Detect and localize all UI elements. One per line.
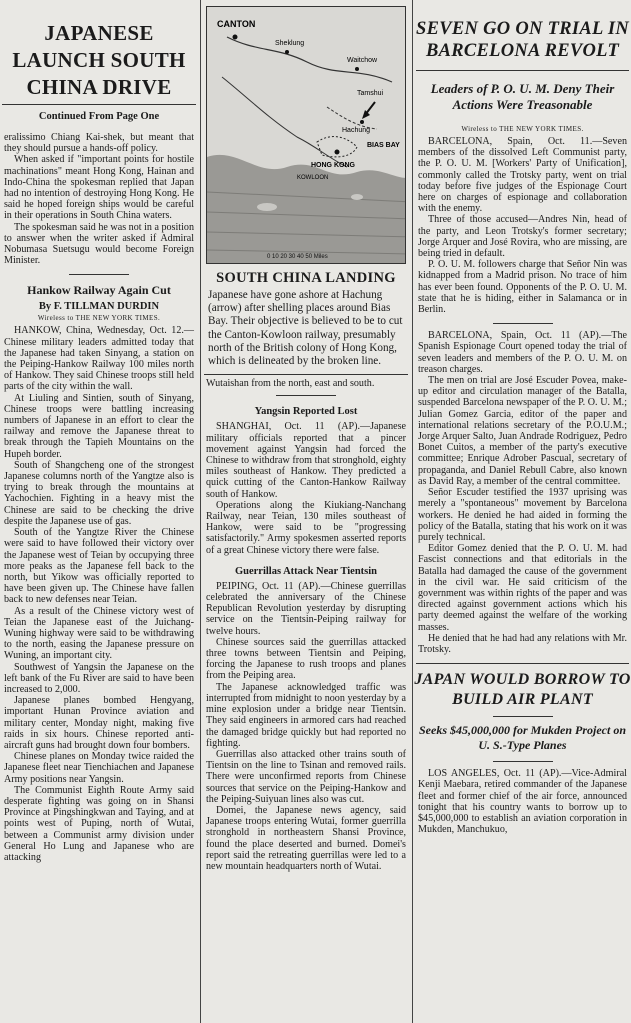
deck-pou-m: Leaders of P. O. U. M. Deny Their Actions Were Treasonable [430, 81, 615, 112]
barcelona-ap-story-body [418, 330, 627, 655]
paragraph: BARCELONA, Spain, Oct. 11.—Seven members of the dissolved Left Communist party, the P. O. U. M. [Workers' Party of Unification], commonly called the Trotsky party, went on trial today before five judges of the Espionage Court here on charges of espionage and collaboration with the enemy. [418, 136, 627, 215]
paragraph: The Communist Eighth Route Army said desperate fighting was going on in Shansi Province at Pingshingkwan and Taying, and at points west of Puping, north of Wutai, between a Communist army division under General Ho Lung and Japanese who are attacking [4, 784, 194, 863]
column-right [414, 0, 631, 1023]
divider [493, 323, 553, 324]
paragraph: Domei, the Japanese news agency, said Japanese troops entering Wutai, former guerrilla stronghold in northeastern Shansi Province, found the place deserted and burned. Domei's report said the retreating guerrillas were led to a new mountain headquarters north of Wutai. [206, 804, 406, 872]
headline-yangsin: Yangsin Reported Lost [254, 406, 358, 418]
lead-story-body [4, 132, 194, 266]
wire-credit: Wireless to THE NEW YORK TIMES. [461, 125, 584, 133]
paragraph: BARCELONA, Spain, Oct. 11 (AP).—The Spanish Espionage Court opened today the trial of seven leaders and members of the P. O. U. M. on treason charges. [418, 330, 627, 375]
paragraph: Japanese planes bombed Hengyang, important Hunan Province aviation and military center, Monday night, making five raids in six hours. Chinese reported anti-aircraft guns had brought down four bombers. [4, 695, 194, 751]
headline-japan-would-borrow: JAPAN WOULD BORROW TO BUILD AIR PLANT [414, 671, 631, 709]
map-label-kowloon: KOWLOON [297, 175, 329, 181]
map-label-canton: CANTON [217, 19, 256, 29]
caption-headline: SOUTH CHINA LANDING [216, 270, 396, 286]
headline-tientsin: Guerrillas Attack Near Tientsin [234, 565, 378, 577]
paragraph: Editor Gomez denied that the P. O. U. M. had Fascist connections and that editorials in the Batalla had damaged the cause of the government in the civil war. He said criticism of the government was within rights of the paper and was directed against government actions which his party deemed against the welfare of the working masses. [418, 543, 627, 633]
continued-label: Continued From Page One [38, 111, 160, 122]
map-graphic [207, 7, 406, 263]
paragraph: The men on trial are José Escuder Povea, make-up editor and circulation manager of the Batalla, suspended Barcelona newspaper of the P. O. U. M.; Julian Gomez Garcia, editor of the paper and international relations secretary of the P.O.U.M.; Jorge Arquer Salto, Juan Andrade Rodriguez, Pedro Bonet Cuitos, a member of the party's executive committee; Enrique Adrober Pascual, secretary of propaganda, and Daniel Rebull Cabre, also known as David Ray, a member of the central committee. [418, 375, 627, 487]
yangsin-story-body [206, 421, 406, 555]
paragraph: eralissimo Chiang Kai-shek, but meant that they should pursue a hands-off policy. [4, 132, 194, 155]
paragraph: The Japanese acknowledged traffic was interrupted from midnight to noon yesterday by a mine explosion under a bridge near Tientsin. They said engineers in armored cars had reached the damaged bridge quickly but had reported no fighting. [206, 681, 406, 749]
paragraph: Guerrillas also attacked other trains south of Tientsin on the line to Tsinan and removed rails. There were unconfirmed reports from Chinese sources that service on the Peiping-Hankow and the Peiping-Suiyuan lines also was cut. [206, 748, 406, 805]
paragraph: Operations along the Kiukiang-Nanchang Railway, near Teian, 130 miles southeast of Hankow, were said to be "progressing satisfactorily." Army spokesmen asserted reports of a great Chinese victory there were false. [206, 499, 406, 556]
paragraph: HANKOW, China, Wednesday, Oct. 12.—Chinese military leaders admitted today that the Japanese had taken Sinyang, a station on the Peiping-Hankow Railway 100 miles north of Hankow. They said Chinese troops still held parts of the city within the wall. [4, 325, 194, 393]
map-label-hong-kong: HONG KONG [311, 162, 355, 169]
divider [416, 663, 629, 664]
map-label-waitchow: Waitchow [347, 57, 378, 64]
divider [2, 104, 196, 105]
column-left [0, 0, 198, 1023]
paragraph: Chinese planes on Monday twice raided the Japanese fleet near Tienchiachen and Japanese Army positions near Yangsin. [4, 751, 194, 785]
los-angeles-story-body [418, 768, 627, 835]
divider [493, 761, 553, 762]
divider [204, 374, 408, 375]
map-scale: 0 10 20 30 40 50 Miles [267, 254, 328, 260]
tientsin-story-body [206, 581, 406, 872]
map-label-tamshui: Tamshui [357, 90, 384, 97]
barcelona-story-body [418, 136, 627, 315]
map-label-bias-bay: BIAS BAY [367, 142, 400, 149]
paragraph: LOS ANGELES, Oct. 11 (AP).—Vice-Admiral Kenji Maebara, retired commander of the Japanese fleet and former chief of the air force, announced tonight that his country wants to borrow up to $45,000,000 to establish an aviation corporation in Mukden, Manchukuo, [418, 768, 627, 836]
paragraph: South of Shangcheng one of the strongest Japanese columns north of the Yangtze also is trying to break through the mountains at Yachochien. Fighting in a heavy mist the Chinese are said to be checking the drive despite the Japanese use of gas. [4, 459, 194, 527]
map-label-sheklung: Sheklung [275, 40, 305, 47]
headline-seven-go-on-trial: SEVEN GO ON TRIAL IN BARCELONA REVOLT [416, 19, 629, 61]
byline: By F. TILLMAN DURDIN [38, 301, 160, 313]
paragraph: When asked if "important points for hostile machinations" meant Hong Kong, Hainan and Indo-China the spokesman replied that Japan had no intention of destroying Hong Kong. He said he hoped foreign ships would be careful in their operations in South China waters. [4, 154, 194, 222]
paragraph: He denied that he had had any relations with Mr. Trotsky. [418, 632, 627, 655]
headline-hankow-railway: Hankow Railway Again Cut [27, 283, 171, 298]
wire-credit: Wireless to THE NEW YORK TIMES. [37, 314, 161, 323]
deck-mukden: Seeks $45,000,000 for Mukden Project on U. S.-Type Planes [419, 723, 626, 753]
caption-text: Japanese have gone ashore at Hachung (arrow) after shelling places around Bias Bay. Their objective is believed to be to cut the Canton-Kowloon railway, presumably north of the British colony of Hong Kong, which is delineated by the broken line. [208, 289, 403, 368]
headline-japanese-launch: JAPANESE LAUNCH SOUTH CHINA DRIVE [12, 21, 186, 99]
paragraph: The spokesman said he was not in a position to answer when the writer asked if Admiral Nobumasa Suetsugu would become Foreign Minister. [4, 221, 194, 267]
paragraph: Señor Escuder testified the 1937 uprising was merely a "spontaneous" movement by Barcelona workers. He denied he had aided in forming the policy of the Batalla, stating that his work on it was purely technical. [418, 487, 627, 543]
paragraph: Wutaishan from the north, east and south. [206, 378, 375, 390]
paragraph: South of the Yangtze River the Chinese were said to have followed their victory over the Japanese west of Teian by occupying three more peaks as the Japanese fell back to the north, but Yikow was officially reported to have been given up. The Chinese have fallen back to new defenses near Teian. [4, 527, 194, 606]
paragraph: At Liuling and Sintien, south of Sinyang, Chinese troops were battling increasing numbers of Japanese in an effort to clear the railway and remove the Japanese threat to break through the Tapieh Mountains on the Hupeh border. [4, 392, 194, 460]
hankow-story-body [4, 325, 194, 863]
paragraph: Chinese sources said the guerrillas attacked three towns between Tientsin and Peiping, forcing the Japanese to rush troops and planes from the Peiping area. [206, 636, 406, 682]
paragraph: PEIPING, Oct. 11 (AP).—Chinese guerrillas celebrated the anniversary of the Chinese Republican Revolution yesterday by disrupting service on the Tientsin-Peiping railway for twelve hours. [206, 580, 406, 637]
continuation-text [206, 378, 406, 389]
divider [276, 395, 336, 396]
divider [69, 274, 129, 275]
divider [493, 716, 553, 717]
column-middle [202, 0, 410, 1023]
south-china-map [206, 6, 406, 264]
paragraph: As a result of the Chinese victory west of Teian the Japanese east of the Juichang-Wuning highway were said to be withdrawing to the north, easing the Japanese pressure on Wuning, an important city. [4, 605, 194, 662]
paragraph: Three of those accused—Andres Nin, head of the party, and Leon Trotsky's former secretary; Jorge Arquer and José Rovira, who are missing, are being tried in default. [418, 214, 627, 260]
map-label-hachung: Hachung [342, 127, 371, 134]
paragraph: Southwest of Yangsin the Japanese on the left bank of the Fu River are said to have been increased to 2,000. [4, 661, 194, 695]
divider [416, 70, 629, 71]
paragraph: SHANGHAI, Oct. 11 (AP).—Japanese military officials reported that a pincer movement against Yangsin had forced the Chinese to withdraw from that stronghold, eighty miles southeast of Hankow. They predicted a quick cutting of the Canton-Hankow Railway south of Hankow. [206, 421, 406, 500]
paragraph: P. O. U. M. followers charge that Señor Nin was kidnapped from a Madrid prison. No trace of him has ever been found. Opponents of the P. O. U. M. state that he is hiding, either in Salamanca or in Berlin. [418, 259, 627, 316]
